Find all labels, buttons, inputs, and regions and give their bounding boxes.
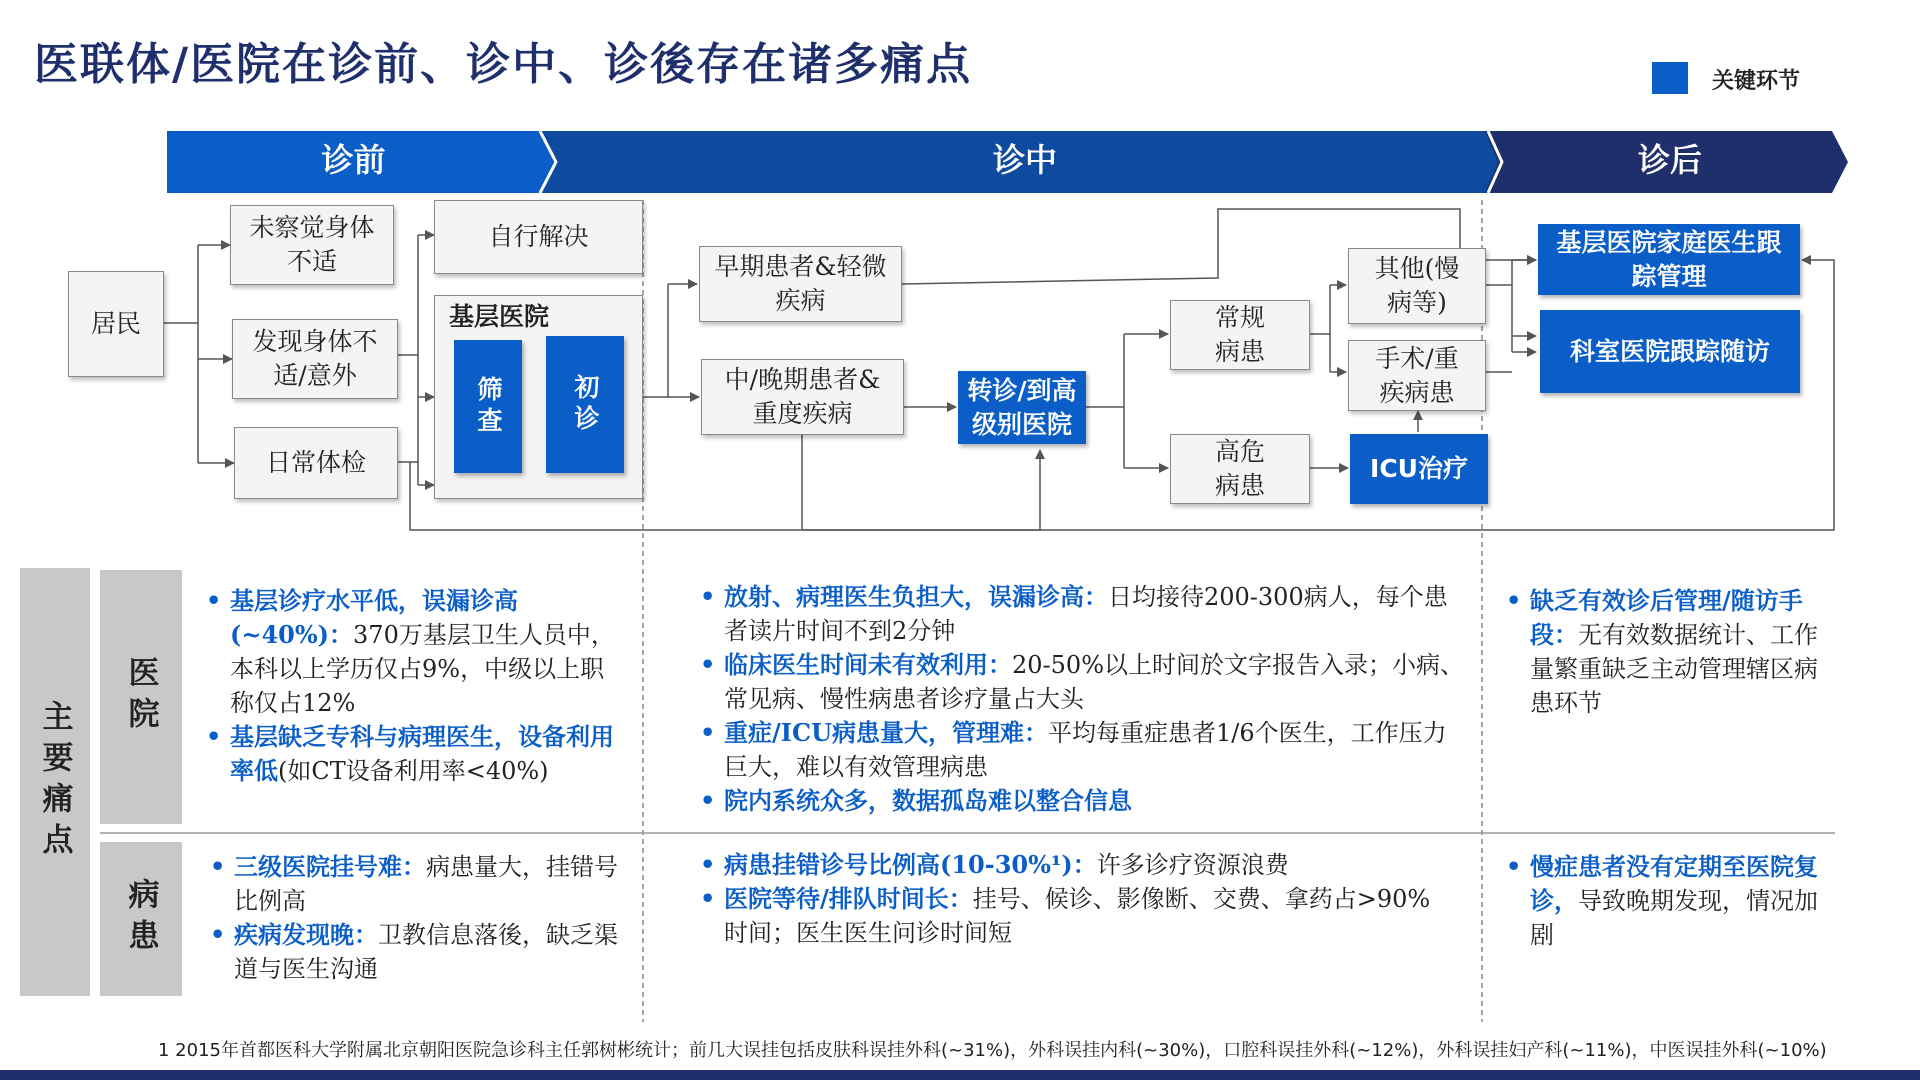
- footnote: 1 2015年首都医科大学附属北京朝阳医院急诊科主任郭树彬统计；前几大误挂包括皮肤科误挂外科(~31%)，外科误挂内科(~30%)，口腔科误挂外科(~12%)，外科误挂妇产科(~11%)，中医误挂外科(~10%): [158, 1040, 1827, 1061]
- list-item: • 医院等待/排队时间长：挂号、候诊、影像断、交费、拿药占>90%时间；医生医生问诊时间短: [694, 882, 1434, 950]
- node-screening: 筛查: [454, 340, 522, 473]
- pane-pre-hospital: [200, 584, 620, 788]
- node-surgery: 手术/重疾病患: [1348, 340, 1486, 411]
- list-item: • 疾病发现晚：卫教信息落後，缺乏渠道与医生沟通: [204, 918, 624, 986]
- list-item: • 重症/ICU病患量大，管理难：平均每重症患者1/6个医生，工作压力巨大，难以有效管理病患: [694, 716, 1464, 784]
- stage-post: 诊后: [1637, 141, 1702, 179]
- row-label-patient: 病患: [100, 842, 182, 996]
- bottom-bar: [0, 1070, 1920, 1080]
- list-item: • 病患挂错诊号比例高(10-30%¹)：许多诊疗资源浪费: [694, 848, 1434, 882]
- list-item: • 缺乏有效诊后管理/随访手段：无有效数据统计、工作量繁重缺乏主动管理辖区病患环节: [1500, 584, 1820, 720]
- list-item: • 基层缺乏专科与病理医生，设备利用率低(如CT设备利用率<40%): [200, 720, 620, 788]
- stage-mid: 诊中: [992, 141, 1057, 179]
- node-unaware: 未察觉身体不适: [230, 205, 394, 285]
- pane-post-patient: [1500, 850, 1820, 952]
- node-first-visit: 初诊: [546, 336, 624, 473]
- node-icu: ICU治疗: [1350, 434, 1488, 504]
- list-item: • 院内系统众多，数据孤岛难以整合信息: [694, 784, 1464, 818]
- stage-pre: 诊前: [321, 141, 386, 179]
- section-main-pain-points: 主要痛点: [20, 568, 90, 996]
- node-other-chronic: 其他(慢病等): [1348, 248, 1486, 324]
- pane-mid-patient: [694, 848, 1434, 950]
- legend-label: 关键环节: [1712, 69, 1801, 94]
- page-title: 医联体/医院在诊前、诊中、诊後存在诸多痛点: [34, 39, 973, 90]
- primary-hospital-label: 基层医院: [449, 302, 550, 331]
- node-early-patients: 早期患者&轻微疾病: [699, 246, 902, 322]
- pane-post-hospital: [1500, 584, 1820, 720]
- node-checkup: 日常体检: [234, 427, 398, 499]
- node-self-solve: 自行解决: [434, 200, 643, 274]
- list-item: • 放射、病理医生负担大，误漏诊高：日均接待200-300病人，每个患者读片时间不到2分钟: [694, 580, 1464, 648]
- node-referral: 转诊/到高级别医院: [958, 371, 1086, 444]
- list-item: • 基层诊疗水平低，误漏诊高(~40%)：370万基层卫生人员中，本科以上学历仅占9%，中级以上职称仅占12%: [200, 584, 620, 720]
- node-found-unwell: 发现身体不适/意外: [232, 319, 398, 399]
- node-routine: 常规病患: [1170, 300, 1310, 370]
- node-critical: 高危病患: [1170, 434, 1310, 504]
- node-late-patients: 中/晚期患者&重度疾病: [701, 359, 904, 435]
- row-label-hospital: 医院: [100, 570, 182, 824]
- list-item: • 三级医院挂号难：病患量大，挂错号比例高: [204, 850, 624, 918]
- list-item: • 慢症患者没有定期至医院复诊，导致晚期发现，情况加剧: [1500, 850, 1820, 952]
- node-dept-followup: 科室医院跟踪随访: [1540, 310, 1800, 393]
- pane-mid-hospital: [694, 580, 1464, 818]
- node-family-doctor: 基层医院家庭医生跟踪管理: [1538, 224, 1800, 295]
- pane-pre-patient: [204, 850, 624, 986]
- node-resident: 居民: [68, 271, 164, 377]
- list-item: • 临床医生时间未有效利用：20-50%以上时间於文字报告入录；小病、常见病、慢性病患者诊疗量占大头: [694, 648, 1464, 716]
